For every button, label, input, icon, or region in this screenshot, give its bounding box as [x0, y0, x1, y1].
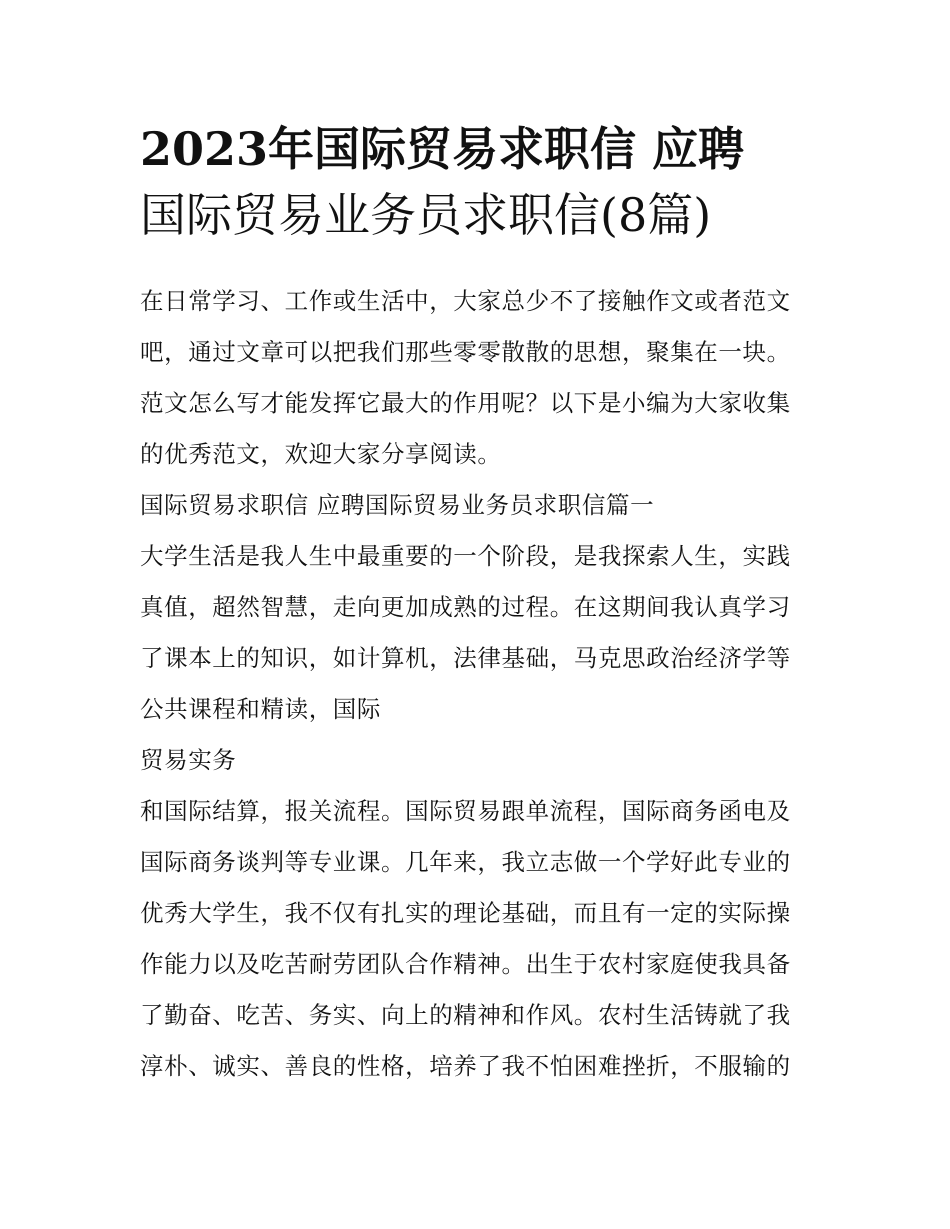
body-line: 国际商务谈判等专业课。几年来，我立志做一个学好此专业的 — [140, 848, 791, 876]
body-line: 范文怎么写才能发挥它最大的作用呢？以下是小编为大家收集 — [140, 389, 791, 417]
body-line: 了勤奋、吃苦、务实、向上的精神和作风。农村生活铸就了我 — [140, 1001, 791, 1029]
section-heading: 国际贸易求职信 应聘国际贸易业务员求职信篇一 — [140, 491, 655, 519]
title-line-1 — [140, 116, 820, 182]
body-line: 和国际结算，报关流程。国际贸易跟单流程，国际商务函电及 — [140, 797, 791, 825]
body-line: 吧，通过文章可以把我们那些零零散散的思想，聚集在一块。 — [140, 338, 791, 366]
title-line-1-text: 2023年国际贸易求职信 应聘 — [140, 122, 745, 176]
body-line: 了课本上的知识，如计算机，法律基础，马克思政治经济学等 — [140, 644, 791, 672]
body-line: 优秀大学生，我不仅有扎实的理论基础，而且有一定的实际操 — [140, 899, 791, 927]
body-line: 淳朴、诚实、善良的性格，培养了我不怕困难挫折，不服输的 — [140, 1052, 791, 1080]
body-line: 真值，超然智慧，走向更加成熟的过程。在这期间我认真学习 — [140, 593, 791, 621]
document-title — [140, 116, 820, 248]
body-line: 在日常学习、工作或生活中，大家总少不了接触作文或者范文 — [140, 287, 791, 315]
body-line: 公共课程和精读，国际 — [140, 695, 381, 723]
document-body — [140, 281, 815, 1097]
body-line: 贸易实务 — [140, 746, 237, 774]
body-line: 大学生活是我人生中最重要的一个阶段，是我探索人生，实践 — [140, 542, 791, 570]
body-line: 的优秀范文，欢迎大家分享阅读。 — [140, 440, 502, 468]
body-line: 作能力以及吃苦耐劳团队合作精神。出生于农村家庭使我具备 — [140, 950, 791, 978]
title-line-2: 国际贸易业务员求职信(8篇) — [140, 188, 712, 242]
